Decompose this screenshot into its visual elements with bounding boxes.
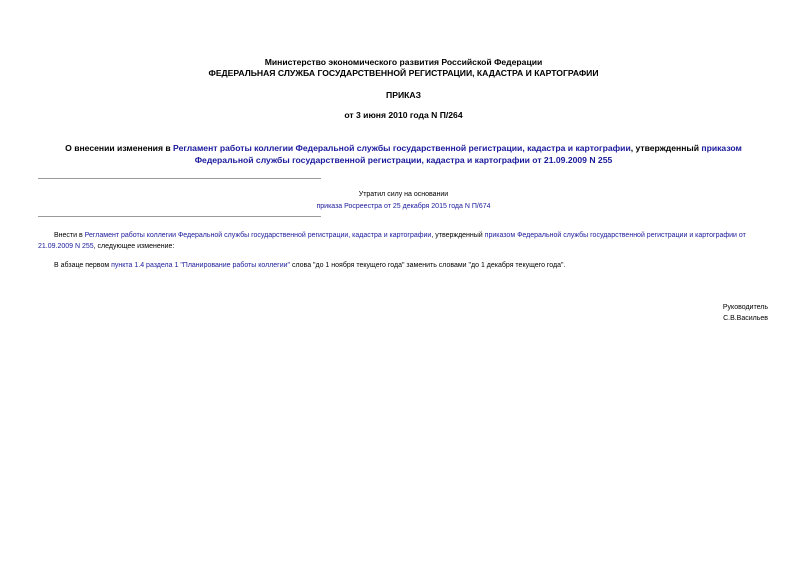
- signature-role: Руководитель: [722, 304, 768, 311]
- body-paragraph-1: [38, 230, 769, 252]
- order-date: от 3 июня 2010 года N П/264: [344, 110, 463, 120]
- order-title: [38, 142, 769, 166]
- p1-prefix: Внести в: [54, 232, 85, 239]
- p2-suffix: слова "до 1 ноября текущего года" заменить словами "до 1 декабря текущего года".: [290, 262, 566, 269]
- divider-top: [38, 178, 321, 179]
- p1-link-order[interactable]: приказом Федеральной службы государственной регистрации и картографии от 21.09.2009 N 255: [38, 232, 746, 250]
- p2-link-section[interactable]: пункта 1.4 раздела 1 "Планирование работы коллегии": [111, 262, 291, 269]
- body-paragraph-2: [38, 260, 769, 271]
- repeal-link-line: [38, 201, 769, 213]
- p1-middle: , утвержденный: [431, 232, 485, 239]
- service-name: ФЕДЕРАЛЬНАЯ СЛУЖБА ГОСУДАРСТВЕННОЙ РЕГИСТРАЦИИ, КАДАСТРА И КАРТОГРАФИИ: [208, 68, 599, 78]
- title-prefix: О внесении изменения в: [65, 143, 174, 153]
- divider-bottom: [38, 216, 321, 217]
- ministry-name: Министерство экономического развития Российской Федерации: [264, 57, 543, 67]
- repeal-link[interactable]: приказа Росреестра от 25 декабря 2015 года N П/674: [316, 203, 491, 210]
- p2-prefix: В абзаце первом: [54, 262, 112, 269]
- p1-suffix: , следующее изменение:: [93, 243, 175, 250]
- signature-name: С.В.Васильев: [723, 315, 768, 322]
- title-link-reglament[interactable]: Регламент работы коллегии Федеральной службы государственной регистрации, кадастра и картографии: [173, 143, 631, 153]
- title-link-order[interactable]: приказом Федеральной службы государственной регистрации, кадастра и картографии от 21.09.2009 N 255: [194, 143, 742, 165]
- p1-link-reglament[interactable]: Регламент работы коллегии Федеральной службы государственной регистрации, кадастра и картографии: [84, 232, 432, 239]
- order-heading: ПРИКАЗ: [386, 90, 421, 100]
- repeal-note: Утратил силу на основании: [358, 191, 449, 198]
- title-middle: , утвержденный: [630, 143, 702, 153]
